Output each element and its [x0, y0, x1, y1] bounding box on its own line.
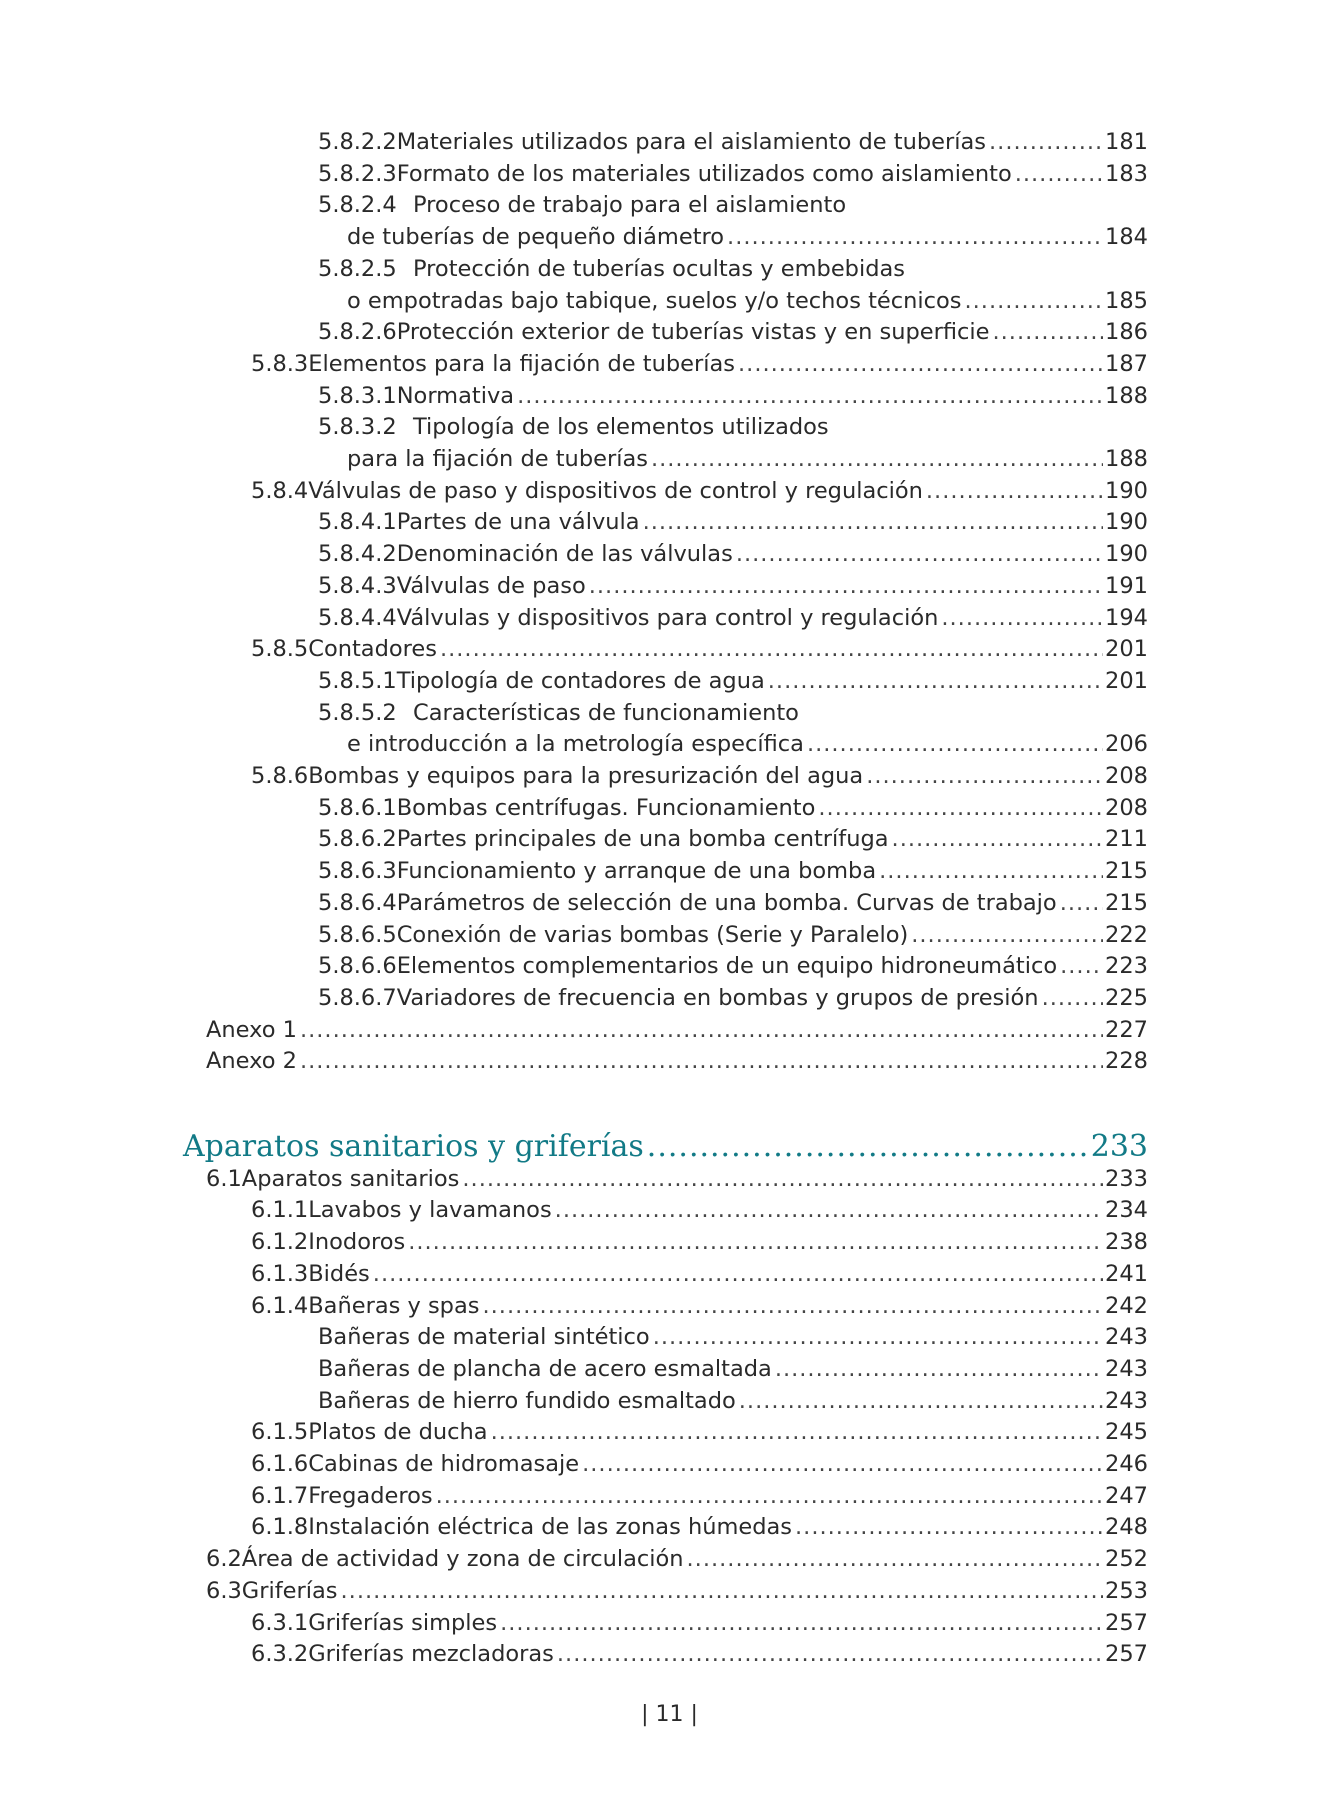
toc-entry-number: 5.8.3: [251, 350, 309, 377]
toc-entry-page: 222: [1105, 921, 1148, 948]
toc-entry-row[interactable]: [318, 156, 1148, 188]
toc-entry-row[interactable]: [251, 1256, 1148, 1288]
toc-entry-row[interactable]: [206, 1161, 1148, 1193]
toc-entry-number: 5.8.5: [251, 636, 309, 663]
toc-entry-number: 6.2: [206, 1546, 242, 1573]
toc-leader-dots: [436, 1482, 1103, 1510]
toc-entry-title: Anexo 2: [206, 1048, 297, 1075]
toc-entry-page: 253: [1105, 1577, 1148, 1604]
toc-entry-row[interactable]: [318, 504, 1148, 536]
toc-entry-row[interactable]: [251, 631, 1148, 663]
toc-entry-title: Válvulas y dispositivos para control y regulación: [396, 604, 939, 631]
toc-entry-row[interactable]: [347, 441, 1148, 473]
toc-leader-dots: [687, 1545, 1104, 1573]
toc-entry-number: 5.8.3.1: [318, 382, 397, 409]
toc-entry-row[interactable]: [251, 1509, 1148, 1541]
toc-entry-title: Cabinas de hidromasaje: [308, 1451, 580, 1477]
toc-entry-row[interactable]: [318, 663, 1148, 695]
toc-entry-title: Lavabos y lavamanos: [308, 1197, 552, 1224]
toc-leader-dots: [517, 382, 1103, 410]
toc-entry-number: 6.3: [206, 1577, 242, 1604]
toc-entry-title: Parámetros de selección de una bomba. Curvas de trabajo: [396, 889, 1057, 916]
toc-leader-dots: [643, 508, 1103, 536]
toc-entry-first-line[interactable]: [318, 251, 1148, 283]
toc-entry-title: Griferías mezcladoras: [308, 1641, 554, 1668]
toc-entry-number: 5.8.4.3: [318, 572, 397, 599]
toc-entry-title: Variadores de frecuencia en bombas y grupos de presión: [396, 984, 1039, 1011]
toc-entry-row[interactable]: [318, 314, 1148, 346]
toc-leader-dots: [989, 128, 1103, 156]
toc-entry-first-line[interactable]: [318, 409, 1148, 441]
toc-leader-dots: [818, 794, 1103, 822]
toc-entry-page: 184: [1105, 224, 1148, 251]
toc-leader-dots: [892, 825, 1104, 853]
toc-entry-row[interactable]: [206, 1573, 1148, 1605]
toc-entry-row[interactable]: [318, 917, 1148, 949]
toc-leader-dots: [462, 1165, 1103, 1193]
toc-entry-title: Bombas y equipos para la presurización del agua: [308, 763, 864, 789]
toc-entry-page: 206: [1105, 731, 1148, 758]
toc-entry-title: Funcionamiento y arranque de una bomba: [396, 858, 877, 885]
toc-entry-page: 257: [1105, 1641, 1148, 1668]
toc-entry-title-continued: o empotradas bajo tabique, suelos y/o techos técnicos: [347, 287, 962, 314]
toc-leader-dots: [373, 1260, 1103, 1288]
toc-entry-page: 252: [1105, 1546, 1148, 1573]
toc-entry-title: Griferías simples: [308, 1609, 498, 1636]
toc-entry-page: 211: [1105, 826, 1148, 853]
toc-entry-title: Griferías: [241, 1577, 338, 1604]
toc-leader-dots: [300, 1047, 1103, 1075]
toc-leader-dots: [739, 1387, 1103, 1415]
toc-entry-page: 190: [1105, 541, 1148, 568]
toc-leader-dots: [768, 667, 1103, 695]
toc-entry-number: 5.8.6: [251, 763, 309, 789]
toc-entry-page: 225: [1105, 984, 1148, 1011]
toc-leader-dots: [651, 445, 1103, 473]
toc-entry-number: 5.8.6.6: [318, 953, 397, 980]
toc-entry-row[interactable]: [318, 600, 1148, 632]
toc-entry-row[interactable]: [318, 1319, 1148, 1351]
toc-leader-dots: [300, 1016, 1103, 1044]
toc-entry-row[interactable]: [318, 378, 1148, 410]
toc-leader-dots: [926, 477, 1103, 505]
toc-entry-title: Formato de los materiales utilizados como aislamiento: [396, 160, 1012, 187]
toc-leader-dots: [775, 1355, 1103, 1383]
toc-entry-title: Bañeras de material sintético: [318, 1324, 650, 1351]
toc-leader-dots: [500, 1609, 1103, 1637]
toc-entry-first-line[interactable]: [318, 187, 1148, 219]
toc-entry-row[interactable]: [251, 1478, 1148, 1510]
toc-entry-title: Bombas centrífugas. Funcionamiento: [396, 794, 816, 821]
toc-entry-number: 6.1.4: [251, 1292, 309, 1319]
toc-entry-number: 5.8.5.2: [318, 699, 397, 726]
toc-entry-number: 5.8.2.2: [318, 129, 397, 155]
toc-entry-row[interactable]: [318, 821, 1148, 853]
toc-leader-dots: [589, 572, 1103, 600]
toc-entry-number: 5.8.6.5: [318, 921, 397, 948]
toc-leader-dots: [653, 1323, 1103, 1351]
toc-entry-number: 6.1.7: [251, 1482, 309, 1509]
page-number: | 11 |: [641, 1702, 698, 1727]
toc-leader-dots: [555, 1196, 1103, 1224]
toc-leader-dots: [491, 1418, 1103, 1446]
toc-entry-row[interactable]: [347, 283, 1148, 315]
toc-entry-number: 6.1.5: [251, 1419, 309, 1446]
toc-entry-row[interactable]: [251, 758, 1148, 790]
toc-entry-number: 5.8.4.1: [318, 509, 397, 536]
toc-entry-number: 5.8.2.4: [318, 192, 397, 219]
toc-entry-title: Tipología de contadores de agua: [396, 667, 765, 694]
toc-entry-page: 243: [1105, 1324, 1148, 1351]
toc-entry-number: 5.8.4.4: [318, 604, 397, 631]
toc-entry-page: 201: [1105, 636, 1148, 663]
toc-entry-title: Contadores: [308, 636, 437, 663]
toc-entry-title: Válvulas de paso y dispositivos de control y regulación: [308, 477, 923, 504]
toc-entry-number: 5.8.6.2: [318, 826, 397, 853]
toc-entry-number: 6.1.3: [251, 1260, 309, 1287]
toc-entry-page: 201: [1105, 667, 1148, 694]
toc-entry-page: 194: [1105, 604, 1148, 631]
toc-leader-dots: [582, 1450, 1103, 1478]
toc-entry-row[interactable]: [318, 980, 1148, 1012]
toc-entry-page: 241: [1105, 1260, 1148, 1287]
toc-entry-row[interactable]: [251, 1446, 1148, 1478]
toc-entry-row[interactable]: [347, 219, 1148, 251]
toc-entry-row[interactable]: [318, 948, 1148, 980]
toc-entry-title: Elementos para la fijación de tuberías: [308, 350, 736, 377]
toc-entry-number: 6.1: [206, 1165, 242, 1192]
toc-entry-page: 183: [1105, 160, 1148, 187]
toc-entry-title: Instalación eléctrica de las zonas húmedas: [308, 1514, 793, 1541]
toc-entry-page: 187: [1105, 350, 1148, 377]
toc-entry-page: 208: [1105, 794, 1148, 821]
toc-leader-dots: [911, 921, 1103, 949]
toc-entry-title: Características de funcionamiento: [413, 699, 799, 726]
toc-entry-title: Conexión de varias bombas (Serie y Paralelo): [396, 921, 909, 948]
toc-leader-dots: [795, 1513, 1103, 1541]
toc-leader-dots: [647, 1133, 1089, 1161]
toc-leader-dots: [736, 540, 1103, 568]
toc-entry-page: 246: [1105, 1451, 1148, 1477]
toc-entry-number: 5.8.5.1: [318, 667, 397, 694]
toc-entry-title: Bañeras y spas: [308, 1292, 480, 1319]
toc-entry-title: Válvulas de paso: [396, 572, 586, 599]
toc-leader-dots: [482, 1292, 1103, 1320]
toc-entry-row[interactable]: [347, 726, 1148, 758]
toc-entry-title: Aparatos sanitarios y griferías: [183, 1129, 644, 1164]
toc-entry-row[interactable]: [318, 885, 1148, 917]
toc-entry-number: 5.8.6.7: [318, 984, 397, 1011]
toc-entry-row[interactable]: [206, 1043, 1148, 1075]
toc-entry-row[interactable]: [251, 1224, 1148, 1256]
toc-leader-dots: [866, 762, 1103, 790]
toc-entry-page: 228: [1105, 1048, 1148, 1075]
toc-entry-title: Partes principales de una bomba centrífuga: [396, 826, 889, 853]
toc-entry-number: 5.8.3.2: [318, 414, 397, 441]
toc-leader-dots: [1060, 952, 1103, 980]
toc-entry-title: Bidés: [308, 1260, 370, 1287]
toc-entry-page: 233: [1105, 1165, 1148, 1192]
toc-entry-row[interactable]: [251, 473, 1148, 505]
toc-entry-row[interactable]: [206, 1012, 1148, 1044]
toc-entry-row[interactable]: [251, 1288, 1148, 1320]
toc-entry-title: Normativa: [396, 382, 515, 409]
toc-entry-title: Área de actividad y zona de circulación: [241, 1546, 684, 1573]
toc-entry-title: Elementos complementarios de un equipo hidroneumático: [396, 953, 1058, 980]
toc-entry-number: 5.8.4.2: [318, 541, 397, 568]
toc-entry-row[interactable]: [251, 346, 1148, 378]
toc-entry-page: 234: [1105, 1197, 1148, 1224]
toc-leader-dots: [964, 287, 1103, 315]
toc-entry-page: 243: [1105, 1355, 1148, 1382]
toc-entry-title: Materiales utilizados para el aislamiento de tuberías: [396, 129, 987, 155]
toc-entry-page: 208: [1105, 763, 1148, 789]
toc-entry-page: 215: [1105, 889, 1148, 916]
toc-entry-title: Protección de tuberías ocultas y embebidas: [413, 255, 905, 282]
toc-entry-page: 188: [1105, 446, 1148, 472]
toc-entry-page: 257: [1105, 1609, 1148, 1636]
toc-entry-page: 233: [1090, 1129, 1148, 1164]
toc-entry-page: 181: [1105, 129, 1148, 155]
toc-entry-title: Anexo 1: [206, 1016, 297, 1043]
toc-leader-dots: [341, 1577, 1104, 1605]
toc-entry-row[interactable]: [318, 568, 1148, 600]
toc-entry-page: 191: [1105, 572, 1148, 599]
toc-leader-dots: [807, 730, 1103, 758]
toc-entry-title: Tipología de los elementos utilizados: [413, 414, 829, 441]
toc-entry-number: 5.8.2.6: [318, 319, 397, 346]
toc-entry-number: 5.8.2.3: [318, 160, 397, 187]
toc-entry-first-line[interactable]: [318, 695, 1148, 727]
toc-entry-number: 5.8.6.4: [318, 889, 397, 916]
toc-entry-title-continued: de tuberías de pequeño diámetro: [347, 224, 725, 251]
toc-entry-number: 5.8.4: [251, 477, 309, 504]
toc-entry-number: 6.1.8: [251, 1514, 309, 1541]
toc-entry-number: 5.8.6.1: [318, 794, 397, 821]
toc-entry-page: 185: [1105, 287, 1148, 314]
toc-leader-dots: [1060, 889, 1103, 917]
toc-entry-page: 223: [1105, 953, 1148, 980]
toc-leader-dots: [993, 318, 1104, 346]
toc-entry-row[interactable]: [251, 1636, 1148, 1668]
toc-entry-page: 247: [1105, 1482, 1148, 1509]
toc-entry-title-continued: para la fijación de tuberías: [347, 446, 648, 472]
toc-leader-dots: [941, 604, 1103, 632]
toc-entry-page: 186: [1105, 319, 1148, 346]
toc-entry-page: 190: [1105, 509, 1148, 536]
toc-leader-dots: [1042, 984, 1103, 1012]
toc-entry-title-continued: e introducción a la metrología específica: [347, 731, 804, 758]
toc-chapter-heading[interactable]: [183, 1121, 1148, 1164]
toc-entry-title: Proceso de trabajo para el aislamiento: [413, 192, 847, 219]
toc-leader-dots: [1015, 160, 1103, 188]
toc-entry-title: Platos de ducha: [308, 1419, 488, 1446]
toc-leader-dots: [879, 857, 1103, 885]
toc-entry-page: 243: [1105, 1387, 1148, 1414]
toc-entry-row[interactable]: [251, 1605, 1148, 1637]
toc-entry-number: 6.3.2: [251, 1641, 309, 1668]
toc-entry-page: 227: [1105, 1016, 1148, 1043]
toc-entry-row[interactable]: [318, 1351, 1148, 1383]
toc-entry-number: 5.8.2.5: [318, 255, 397, 282]
toc-entry-page: 248: [1105, 1514, 1148, 1541]
toc-entry-row[interactable]: [318, 124, 1148, 156]
toc-entry-title: Aparatos sanitarios: [241, 1165, 460, 1192]
toc-entry-title: Bañeras de hierro fundido esmaltado: [318, 1387, 736, 1414]
toc-entry-row[interactable]: [251, 1192, 1148, 1224]
toc-entry-page: 245: [1105, 1419, 1148, 1446]
toc-entry-title: Bañeras de plancha de acero esmaltada: [318, 1355, 772, 1382]
toc-entry-row[interactable]: [251, 1414, 1148, 1446]
toc-leader-dots: [738, 350, 1103, 378]
toc-leader-dots: [727, 223, 1103, 251]
toc-entry-page: 215: [1105, 858, 1148, 885]
toc-entry-row[interactable]: [318, 536, 1148, 568]
toc-entry-title: Inodoros: [308, 1229, 406, 1256]
toc-entry-number: 6.1.6: [251, 1451, 309, 1477]
toc-entry-page: 190: [1105, 477, 1148, 504]
toc-entry-row[interactable]: [318, 1383, 1148, 1415]
toc-entry-number: 6.1.1: [251, 1197, 309, 1224]
toc-entry-page: 188: [1105, 382, 1148, 409]
toc-entry-page: 238: [1105, 1229, 1148, 1256]
toc-entry-row[interactable]: [318, 790, 1148, 822]
toc-entry-number: 5.8.6.3: [318, 858, 397, 885]
toc-entry-title: Fregaderos: [308, 1482, 433, 1509]
toc-entry-row[interactable]: [318, 853, 1148, 885]
toc-entry-title: Partes de una válvula: [396, 509, 640, 536]
toc-leader-dots: [557, 1640, 1103, 1668]
toc-leader-dots: [408, 1228, 1103, 1256]
toc-entry-number: 6.3.1: [251, 1609, 309, 1636]
toc-entry-title: Denominación de las válvulas: [396, 541, 733, 568]
toc-entry-title: Protección exterior de tuberías vistas y en superficie: [396, 319, 990, 346]
toc-entry-row[interactable]: [206, 1541, 1148, 1573]
toc-leader-dots: [440, 635, 1103, 663]
toc-entry-page: 242: [1105, 1292, 1148, 1319]
toc-entry-number: 6.1.2: [251, 1229, 309, 1256]
